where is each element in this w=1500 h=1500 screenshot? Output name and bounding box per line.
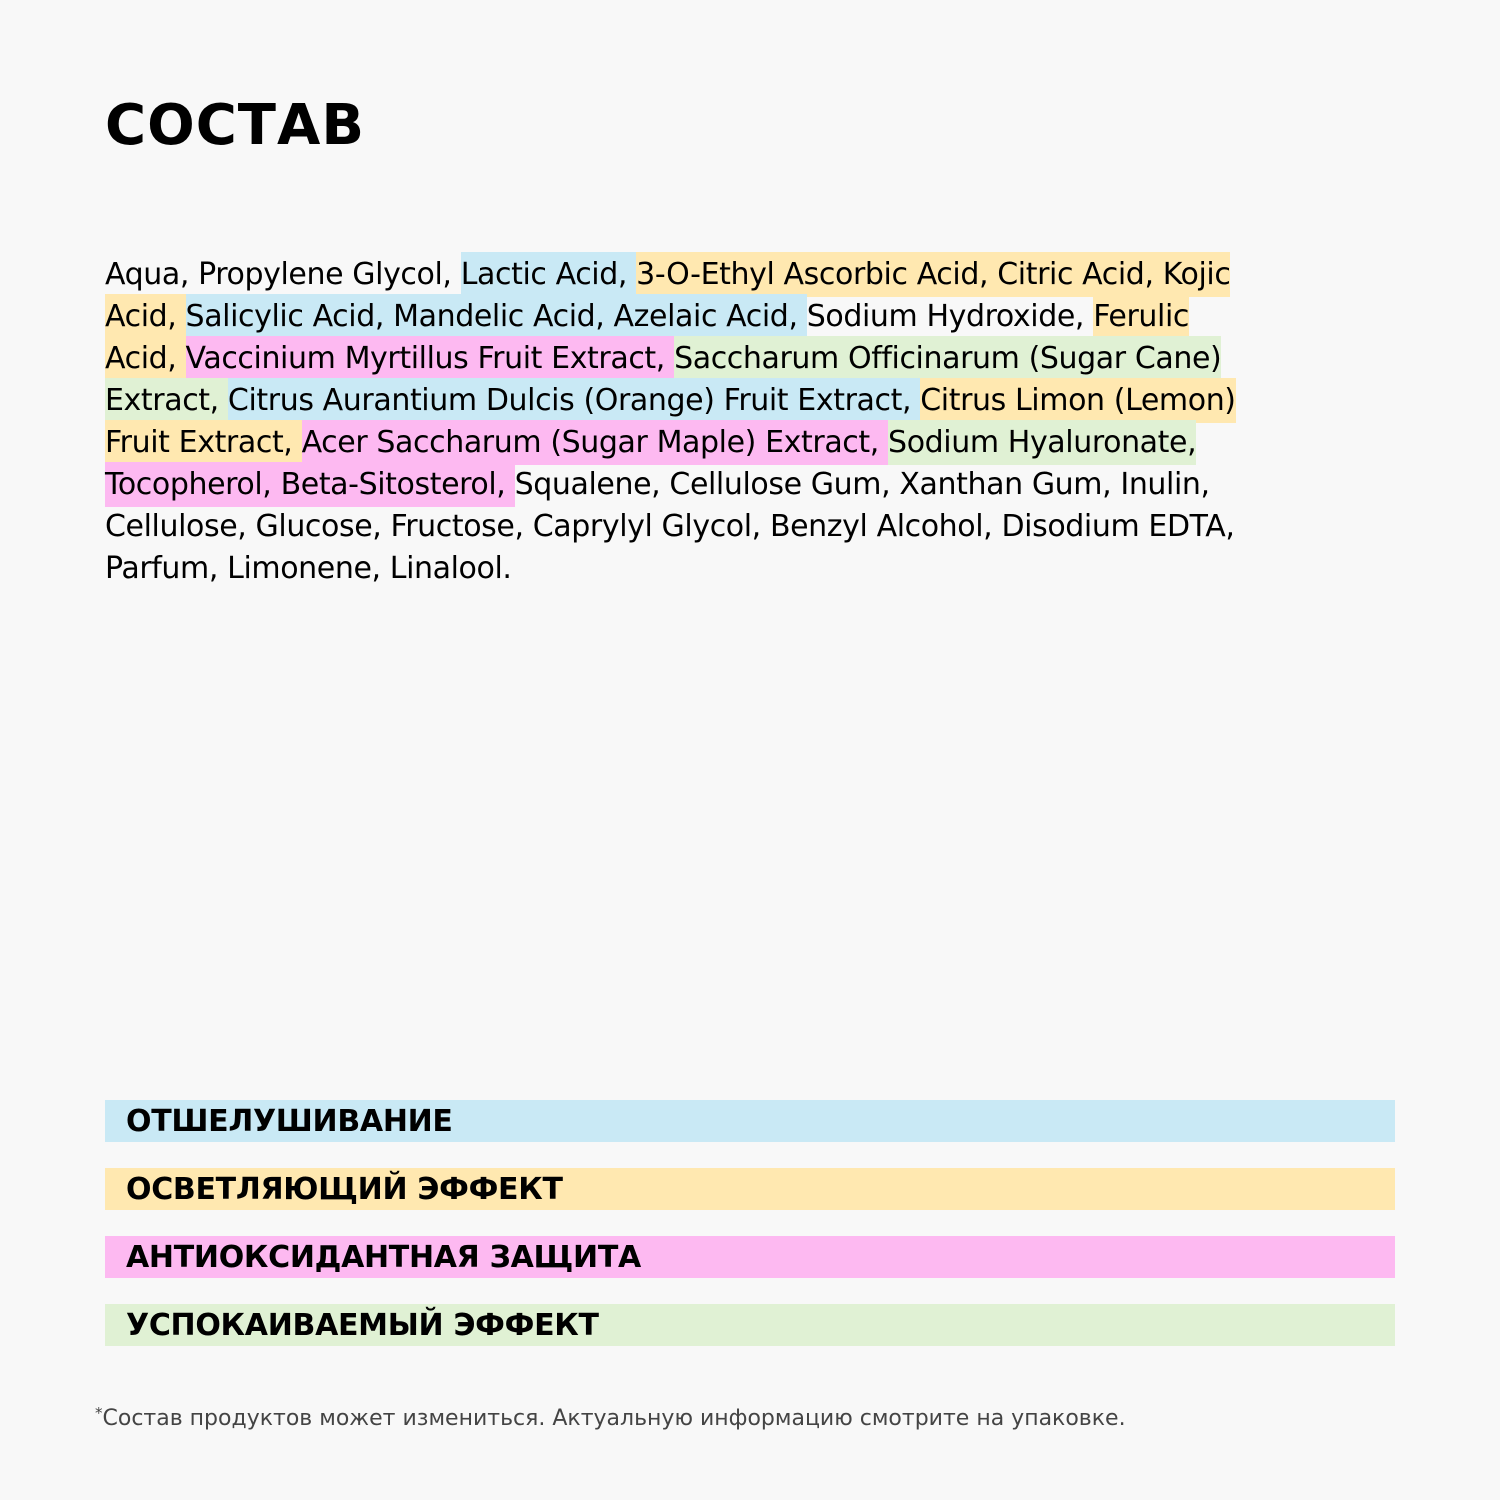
page-title: СОСТАВ: [105, 93, 366, 158]
legend-item-yellow: [105, 1168, 1395, 1210]
ingredient-highlight-blue: Mandelic Acid, Azelaic Acid,: [393, 294, 807, 339]
ingredient-highlight-blue: Citrus Aurantium Dulcis (Orange) Fruit Extract,: [228, 378, 920, 423]
ingredient-text: Sodium Hydroxide,: [806, 299, 1094, 334]
footnote-mark: *: [95, 1404, 103, 1422]
ingredient-line: [105, 254, 1405, 296]
ingredient-line: [105, 338, 1405, 380]
ingredient-line: [105, 296, 1405, 338]
footnote-text: Состав продуктов может измениться. Актуальную информацию смотрите на упаковке.: [102, 1406, 1126, 1431]
ingredient-highlight-blue: Lactic Acid,: [461, 252, 636, 297]
ingredient-highlight-yellow: Acid,: [105, 294, 186, 339]
ingredient-highlight-blue: Salicylic Acid,: [186, 294, 394, 339]
ingredient-highlight-yellow: 3-O-Ethyl Ascorbic Acid,: [636, 252, 997, 297]
ingredient-highlight-yellow: Citrus Limon (Lemon): [920, 378, 1235, 423]
ingredient-line: [105, 464, 1405, 506]
ingredient-highlight-green: Sodium Hyaluronate,: [888, 420, 1196, 465]
ingredient-highlight-yellow: Fruit Extract,: [105, 420, 302, 465]
footnote: [95, 1406, 1126, 1431]
legend-label: АНТИОКСИДАНТНАЯ ЗАЩИТА: [126, 1239, 641, 1275]
ingredient-line: [105, 422, 1405, 464]
legend-item-green: [105, 1304, 1395, 1346]
ingredient-text: Parfum, Limonene, Linalool.: [105, 551, 512, 586]
ingredient-line: [105, 548, 1405, 590]
ingredient-highlight-yellow: Citric Acid, Kojic: [997, 252, 1230, 297]
ingredient-text: Aqua, Propylene Glycol,: [105, 257, 461, 292]
legend-label: УСПОКАИВАЕМЫЙ ЭФФЕКТ: [126, 1307, 599, 1343]
ingredient-highlight-pink: Vaccinium Myrtillus Fruit Extract,: [186, 336, 675, 381]
legend-label: ОСВЕТЛЯЮЩИЙ ЭФФЕКТ: [126, 1171, 563, 1207]
ingredient-line: [105, 506, 1405, 548]
legend-label: ОТШЕЛУШИВАНИЕ: [126, 1103, 453, 1139]
ingredient-highlight-green: Saccharum Officinarum (Sugar Cane): [674, 336, 1221, 381]
ingredient-text: Cellulose, Glucose, Fructose, Caprylyl Glycol, Benzyl Alcohol, Disodium EDTA,: [105, 509, 1235, 544]
ingredient-highlight-green: Extract,: [105, 378, 228, 423]
ingredient-text: Squalene, Cellulose Gum, Xanthan Gum, Inulin,: [514, 467, 1210, 502]
legend-item-blue: [105, 1100, 1395, 1142]
legend-item-pink: [105, 1236, 1395, 1278]
ingredient-highlight-pink: Tocopherol, Beta-Sitosterol,: [105, 462, 515, 507]
ingredient-highlight-yellow: Acid,: [105, 336, 186, 381]
ingredient-list: [105, 254, 1405, 590]
ingredient-line: [105, 380, 1405, 422]
ingredient-highlight-yellow: Ferulic: [1093, 294, 1189, 339]
legend: [105, 1100, 1395, 1372]
ingredient-highlight-pink: Acer Saccharum (Sugar Maple) Extract,: [302, 420, 888, 465]
